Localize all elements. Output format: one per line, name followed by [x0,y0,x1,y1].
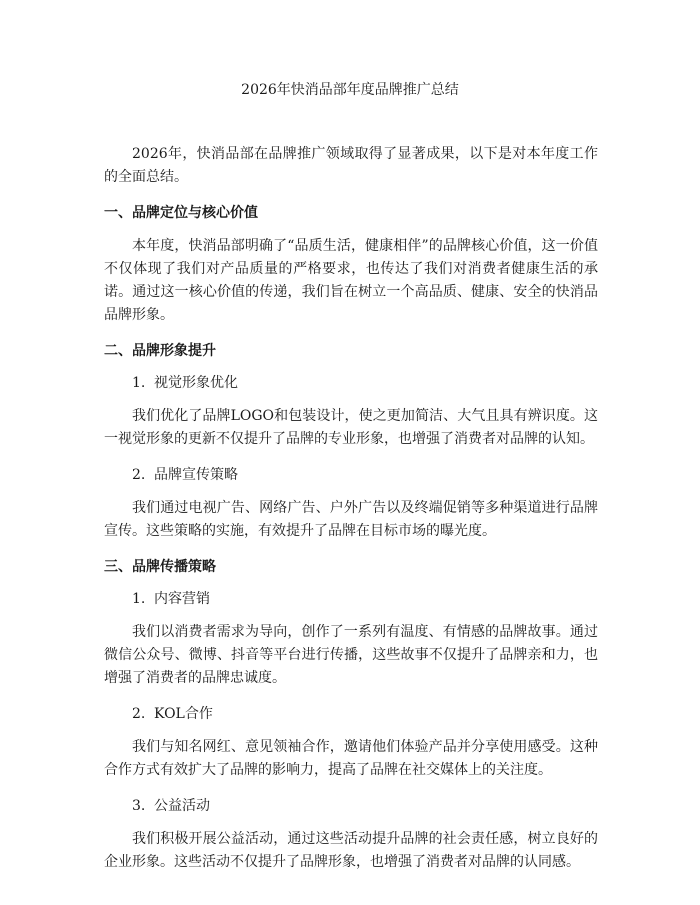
subsection-number: 2. [132,706,146,722]
subsection-paragraph: 我们通过电视广告、网络广告、户外广告以及终端促销等多种渠道进行品牌宣传。这些策略的实施，有效提升了品牌在目标市场的曝光度。 [104,500,598,539]
section-paragraph: 本年度，快消品部明确了“品质生活，健康相伴”的品牌核心价值，这一价值不仅体现了我们对产品质量的严格要求，也传达了我们对消费者健康生活的承诺。通过这一核心价值的传递，我们旨在树立一个高品质、健康、安全的快消品品牌形象。 [104,238,598,323]
subsection-title: 视觉形象优化 [154,375,238,391]
subsection-title: 内容营销 [154,591,210,607]
subsection-paragraph: 我们与知名网红、意见领袖合作，邀请他们体验产品并分享使用感受。这种合作方式有效扩大了品牌的影响力，提高了品牌在社交媒体上的关注度。 [104,739,598,778]
subsection-paragraph: 我们优化了品牌LOGO和包装设计，使之更加简洁、大气且具有辨识度。这一视觉形象的更新不仅提升了品牌的专业形象，也增强了消费者对品牌的认知。 [104,408,598,447]
subsection-heading [104,465,598,485]
subsection-heading [104,589,598,609]
document-body [104,143,598,888]
subsection-paragraph: 我们以消费者需求为导向，创作了一系列有温度、有情感的品牌故事。通过微信公众号、微博、抖音等平台进行传播，这些故事不仅提升了品牌亲和力，也增强了消费者的品牌忠诚度。 [104,624,598,686]
subsection-heading [104,704,598,724]
section-brand-communication [104,557,598,874]
subsection-number: 1. [132,375,146,391]
subsection-title: 品牌宣传策略 [154,467,238,483]
intro-paragraph: 2026年，快消品部在品牌推广领域取得了显著成果，以下是对本年度工作的全面总结。 [104,146,598,185]
subsection-heading [104,373,598,393]
section-heading: 三、品牌传播策略 [104,559,216,575]
document-title: 2026年快消品部年度品牌推广总结 [241,82,459,98]
section-brand-image [104,341,598,543]
subsection-number: 2. [132,467,146,483]
section-heading: 二、品牌形象提升 [104,343,216,359]
subsection-title: 公益活动 [154,798,210,814]
section-brand-positioning [104,203,598,327]
subsection-paragraph: 我们积极开展公益活动，通过这些活动提升品牌的社会责任感，树立良好的企业形象。这些活动不仅提升了品牌形象，也增强了消费者对品牌的认同感。 [104,831,598,870]
subsection-number: 3. [132,798,146,814]
section-heading: 一、品牌定位与核心价值 [104,205,258,221]
subsection-title: KOL合作 [154,706,213,722]
subsection-number: 1. [132,591,146,607]
subsection-heading [104,796,598,816]
